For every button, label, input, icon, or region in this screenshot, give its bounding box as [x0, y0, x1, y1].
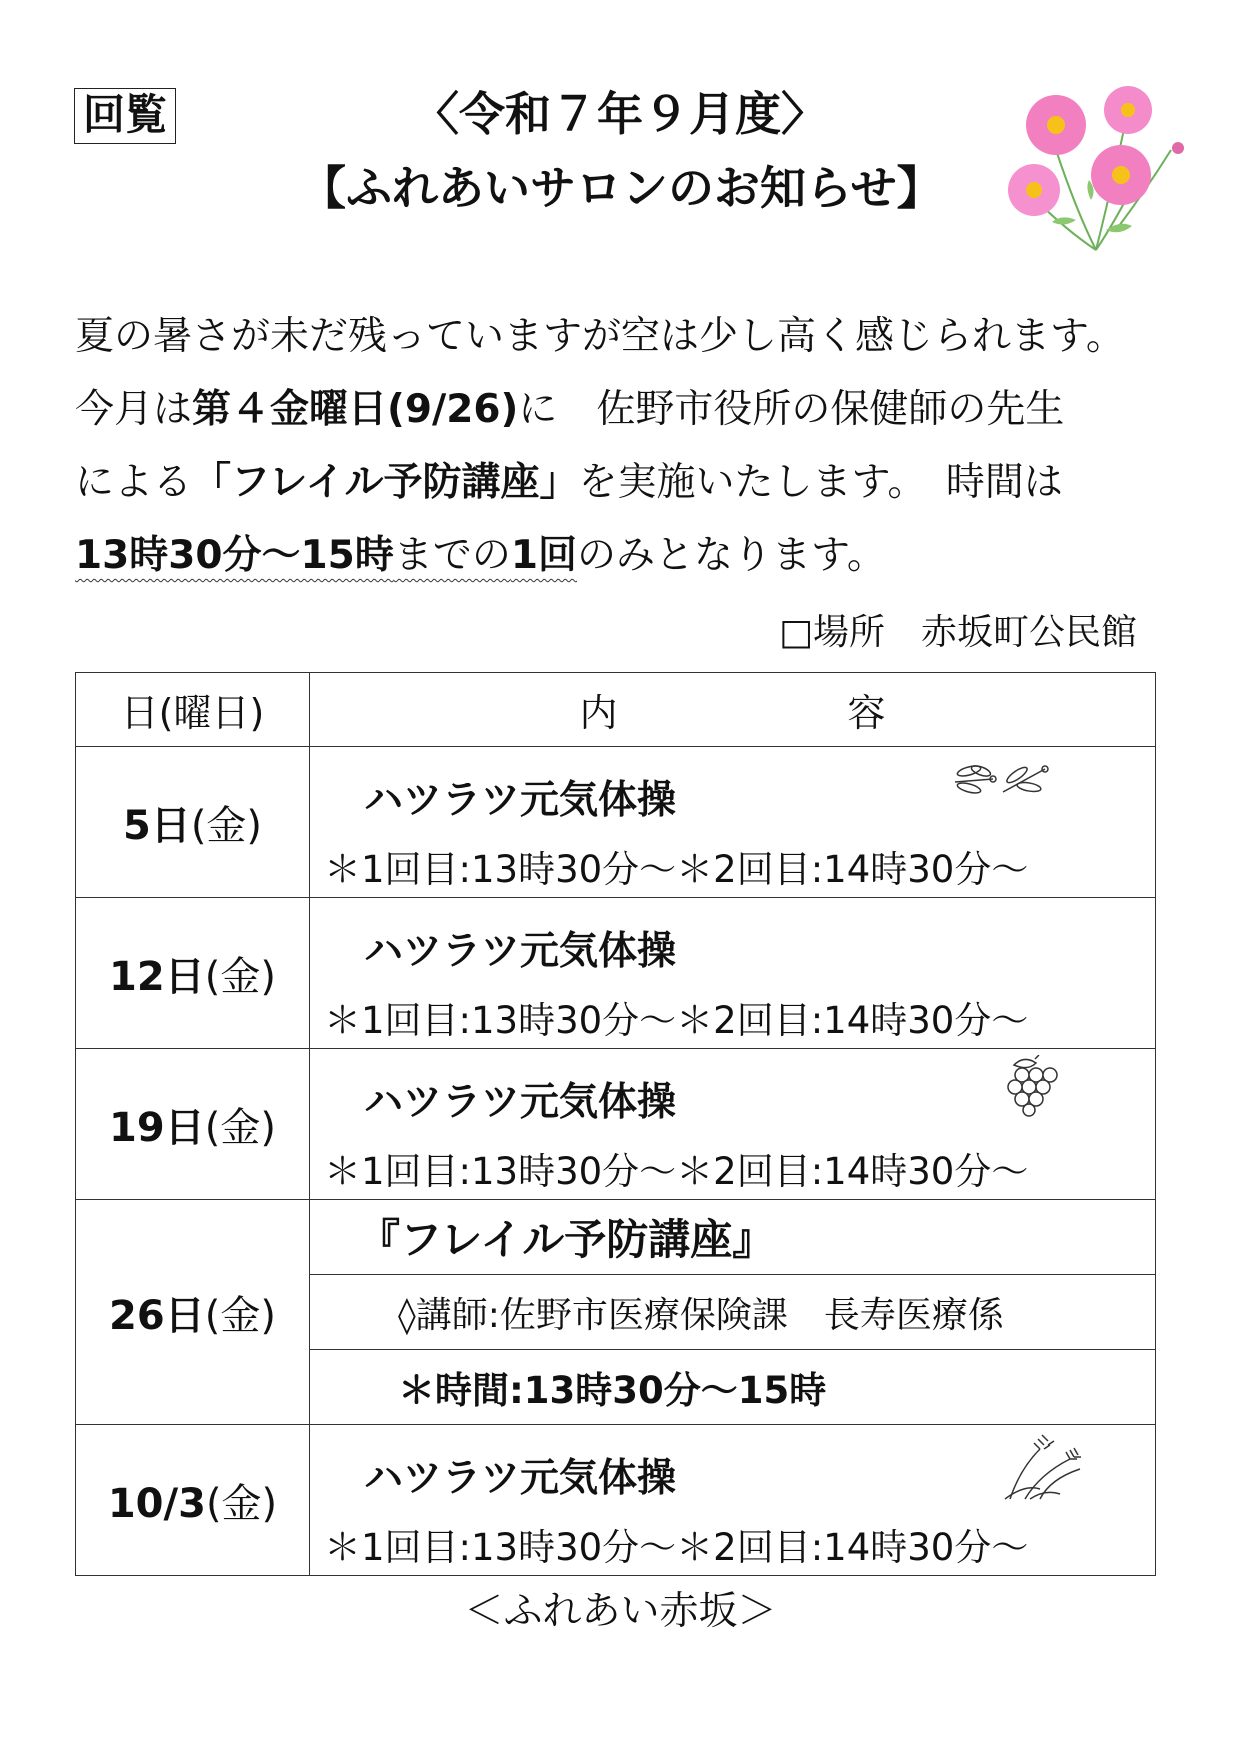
content-cell [310, 1049, 1156, 1200]
page-title: 【ふれあいサロンのお知らせ】 [300, 161, 943, 215]
intro-lecture-name: 「フレイル予防講座」 [192, 460, 579, 505]
day-date: 10/3 [107, 1480, 206, 1527]
header-day: 日(曜日) [76, 673, 310, 747]
intro-line-2-c: に 佐野市役所の保健師の先生 [518, 387, 1065, 432]
day-weekday: (金) [204, 1292, 276, 1339]
grapes-icon [1000, 1055, 1070, 1117]
day-cell [76, 1200, 310, 1425]
intro-paragraph [75, 300, 1195, 592]
venue-label: □場所 赤坂町公民館 [778, 612, 1137, 653]
session-times: ＊1回目:13時30分～＊2回目:14時30分～ [324, 1526, 1029, 1569]
activity-name: ハツラツ元気体操 [364, 1080, 677, 1125]
intro-line-3-c: を実施いたします。 時間は [578, 460, 1063, 505]
intro-line-1: 夏の暑さが未だ残っていますが空は少し高く感じられます。 [75, 314, 1125, 359]
lecturer: ◊講師:佐野市医療保険課 長寿医療係 [310, 1275, 1156, 1350]
lecture-time: ＊時間:13時30分～15時 [310, 1350, 1156, 1425]
day-date: 12日 [109, 953, 205, 1000]
intro-lecture-date: 第４金曜日(9/26) [192, 387, 519, 432]
content-cell [310, 1425, 1156, 1576]
table-row [76, 747, 1156, 898]
content-cell [310, 747, 1156, 898]
header-content [310, 673, 1156, 747]
day-weekday: (金) [204, 1104, 276, 1151]
lecture-title: 『フレイル予防講座』 [310, 1200, 1156, 1275]
session-times: ＊1回目:13時30分～＊2回目:14時30分～ [324, 1150, 1029, 1193]
intro-line-4-d: のみとなります。 [576, 533, 886, 578]
day-cell [76, 747, 310, 898]
day-cell [76, 1049, 310, 1200]
table-row [76, 1200, 1156, 1275]
cosmos-blossom-3 [1091, 145, 1151, 205]
intro-line-2-a: 今月は [75, 387, 193, 432]
day-date: 19日 [109, 1104, 205, 1151]
day-date: 26日 [109, 1292, 205, 1339]
activity-name: ハツラツ元気体操 [364, 1456, 677, 1501]
table-row [76, 898, 1156, 1049]
activity-name: ハツラツ元気体操 [364, 929, 677, 974]
page-title-period: 〈令和７年９月度〉 [413, 87, 827, 141]
content-cell [310, 898, 1156, 1049]
header-content-2: 容 [847, 691, 886, 735]
day-cell [76, 898, 310, 1049]
intro-line-3 [75, 446, 1195, 519]
session-times: ＊1回目:13時30分～＊2回目:14時30分～ [324, 999, 1029, 1042]
pampas-grass-icon [1000, 1431, 1085, 1501]
day-weekday: (金) [204, 953, 276, 1000]
day-cell [76, 1425, 310, 1576]
dragonfly-icon [945, 757, 1055, 807]
activity-name: ハツラツ元気体操 [364, 778, 677, 823]
cosmos-blossom-1 [1026, 95, 1086, 155]
intro-line-4 [75, 519, 1195, 592]
intro-line-3-a: による [75, 460, 193, 505]
cosmos-blossom-2 [1104, 86, 1152, 134]
intro-session-count: 1回 [510, 533, 577, 578]
header-content-1: 内 [579, 691, 618, 735]
table-row [76, 1425, 1156, 1576]
schedule-table [75, 672, 1156, 1576]
cosmos-flower-illustration [996, 80, 1206, 255]
table-header-row [76, 673, 1156, 747]
day-weekday: (金) [190, 802, 263, 849]
day-weekday: (金) [205, 1480, 278, 1527]
footer-organization: ＜ふれあい赤坂＞ [464, 1589, 777, 1634]
intro-line-4-b: までの [393, 533, 511, 578]
intro-lecture-time: 13時30分～15時 [75, 533, 394, 578]
circulation-badge: 回覧 [74, 88, 176, 144]
day-date: 5日 [122, 802, 191, 849]
cosmos-blossom-4 [1008, 164, 1060, 216]
table-row [76, 1049, 1156, 1200]
intro-line-2 [75, 373, 1195, 446]
session-times: ＊1回目:13時30分～＊2回目:14時30分～ [324, 848, 1029, 891]
